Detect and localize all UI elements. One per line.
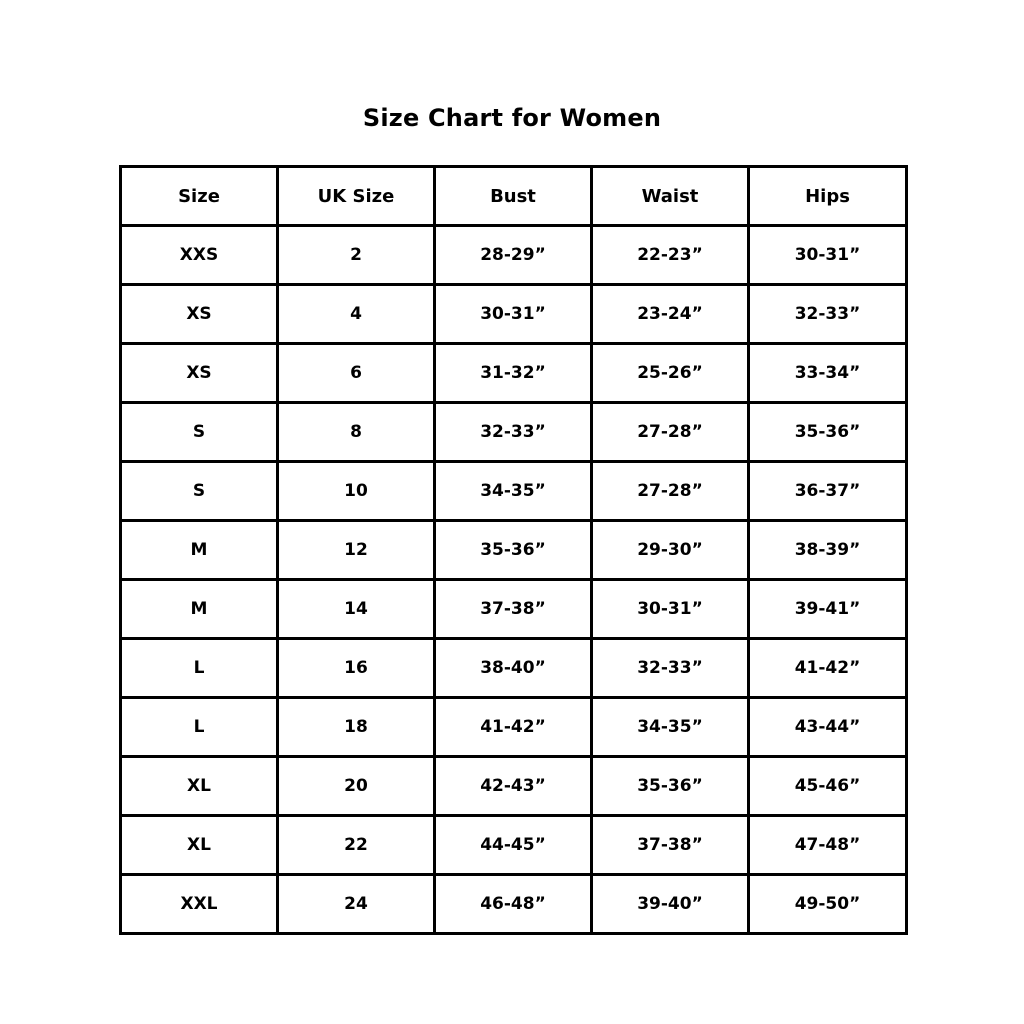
size-chart-table-wrapper bbox=[119, 165, 905, 935]
cell-bust: 44-45” bbox=[435, 816, 592, 875]
cell-hips: 36-37” bbox=[749, 462, 907, 521]
cell-uk: 4 bbox=[278, 285, 435, 344]
table-row bbox=[121, 698, 907, 757]
cell-bust: 42-43” bbox=[435, 757, 592, 816]
table-row bbox=[121, 226, 907, 285]
cell-size: M bbox=[121, 580, 278, 639]
cell-uk: 18 bbox=[278, 698, 435, 757]
cell-uk: 14 bbox=[278, 580, 435, 639]
cell-size: L bbox=[121, 698, 278, 757]
cell-waist: 29-30” bbox=[592, 521, 749, 580]
cell-bust: 30-31” bbox=[435, 285, 592, 344]
cell-size: XXL bbox=[121, 875, 278, 934]
cell-bust: 38-40” bbox=[435, 639, 592, 698]
cell-size: L bbox=[121, 639, 278, 698]
table-row bbox=[121, 285, 907, 344]
column-header-bust: Bust bbox=[435, 167, 592, 226]
cell-waist: 37-38” bbox=[592, 816, 749, 875]
cell-waist: 34-35” bbox=[592, 698, 749, 757]
cell-hips: 39-41” bbox=[749, 580, 907, 639]
cell-waist: 23-24” bbox=[592, 285, 749, 344]
cell-size: XXS bbox=[121, 226, 278, 285]
column-header-uk-size: UK Size bbox=[278, 167, 435, 226]
table-row bbox=[121, 521, 907, 580]
cell-bust: 34-35” bbox=[435, 462, 592, 521]
cell-bust: 35-36” bbox=[435, 521, 592, 580]
table-row bbox=[121, 403, 907, 462]
cell-uk: 6 bbox=[278, 344, 435, 403]
table-row bbox=[121, 875, 907, 934]
cell-waist: 39-40” bbox=[592, 875, 749, 934]
cell-size: XL bbox=[121, 816, 278, 875]
table-row bbox=[121, 816, 907, 875]
cell-waist: 22-23” bbox=[592, 226, 749, 285]
cell-hips: 49-50” bbox=[749, 875, 907, 934]
cell-uk: 16 bbox=[278, 639, 435, 698]
table-header-row bbox=[121, 167, 907, 226]
cell-hips: 33-34” bbox=[749, 344, 907, 403]
cell-uk: 8 bbox=[278, 403, 435, 462]
cell-uk: 22 bbox=[278, 816, 435, 875]
cell-hips: 38-39” bbox=[749, 521, 907, 580]
cell-waist: 30-31” bbox=[592, 580, 749, 639]
cell-hips: 43-44” bbox=[749, 698, 907, 757]
cell-size: XS bbox=[121, 285, 278, 344]
cell-hips: 30-31” bbox=[749, 226, 907, 285]
cell-size: XS bbox=[121, 344, 278, 403]
cell-uk: 12 bbox=[278, 521, 435, 580]
column-header-size: Size bbox=[121, 167, 278, 226]
cell-hips: 45-46” bbox=[749, 757, 907, 816]
cell-hips: 35-36” bbox=[749, 403, 907, 462]
cell-size: S bbox=[121, 403, 278, 462]
cell-hips: 41-42” bbox=[749, 639, 907, 698]
cell-uk: 2 bbox=[278, 226, 435, 285]
cell-bust: 46-48” bbox=[435, 875, 592, 934]
cell-uk: 24 bbox=[278, 875, 435, 934]
cell-waist: 32-33” bbox=[592, 639, 749, 698]
cell-size: M bbox=[121, 521, 278, 580]
table-row bbox=[121, 344, 907, 403]
table-row bbox=[121, 580, 907, 639]
cell-bust: 28-29” bbox=[435, 226, 592, 285]
table-row bbox=[121, 462, 907, 521]
table-row bbox=[121, 639, 907, 698]
size-chart-table bbox=[119, 165, 908, 935]
table-row bbox=[121, 757, 907, 816]
cell-waist: 27-28” bbox=[592, 462, 749, 521]
table-head bbox=[121, 167, 907, 226]
cell-hips: 47-48” bbox=[749, 816, 907, 875]
cell-uk: 10 bbox=[278, 462, 435, 521]
cell-bust: 32-33” bbox=[435, 403, 592, 462]
cell-waist: 25-26” bbox=[592, 344, 749, 403]
column-header-waist: Waist bbox=[592, 167, 749, 226]
cell-waist: 35-36” bbox=[592, 757, 749, 816]
cell-waist: 27-28” bbox=[592, 403, 749, 462]
cell-bust: 31-32” bbox=[435, 344, 592, 403]
cell-size: XL bbox=[121, 757, 278, 816]
cell-uk: 20 bbox=[278, 757, 435, 816]
page-title: Size Chart for Women bbox=[362, 104, 662, 132]
cell-bust: 37-38” bbox=[435, 580, 592, 639]
column-header-hips: Hips bbox=[749, 167, 907, 226]
cell-size: S bbox=[121, 462, 278, 521]
cell-hips: 32-33” bbox=[749, 285, 907, 344]
table-body bbox=[121, 226, 907, 934]
cell-bust: 41-42” bbox=[435, 698, 592, 757]
